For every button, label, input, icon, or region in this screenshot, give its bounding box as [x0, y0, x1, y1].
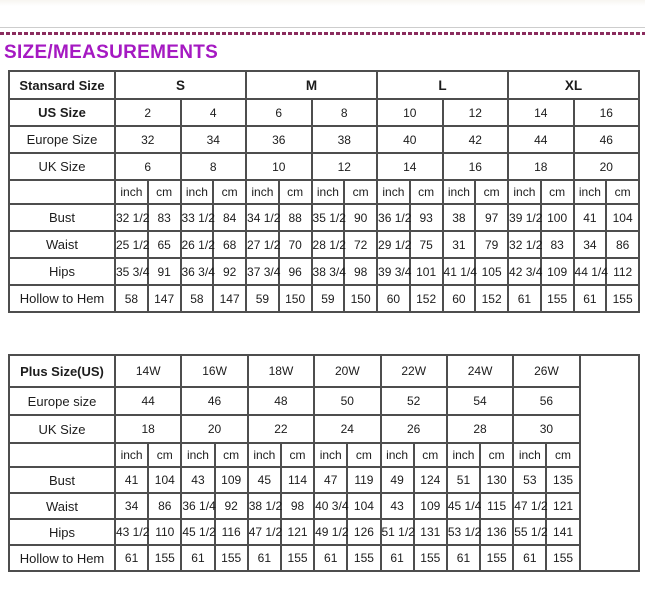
- t1-region-size-section: [9, 99, 639, 180]
- measurement-value-cell: 68: [213, 231, 246, 258]
- measurement-value-cell: 109: [414, 493, 447, 519]
- t1-measure-section: [9, 204, 639, 312]
- measurement-value-cell: 33 1/2: [181, 204, 214, 231]
- measurement-label: Hollow to Hem: [9, 285, 115, 312]
- size-value-cell: 6: [115, 153, 181, 180]
- dashed-divider: [0, 32, 645, 35]
- measurement-value-cell: 100: [541, 204, 574, 231]
- empty-cell: [580, 415, 639, 443]
- size-value-cell: 22: [248, 415, 314, 443]
- measurement-label: Hollow to Hem: [9, 545, 115, 571]
- region-size-row: [9, 99, 639, 126]
- measurement-value-cell: 51: [447, 467, 480, 493]
- measurement-value-cell: 53: [513, 467, 546, 493]
- size-group-cell: 26W: [513, 355, 579, 387]
- unit-cell: inch: [574, 180, 607, 204]
- measurement-value-cell: 44 1/4: [574, 258, 607, 285]
- measurement-value-cell: 39 3/4: [377, 258, 410, 285]
- t2-unit-section: [9, 443, 639, 467]
- measurement-value-cell: 36 1/4: [181, 493, 214, 519]
- measurement-value-cell: 55 1/2: [513, 519, 546, 545]
- empty-cell: [580, 519, 639, 545]
- measurement-value-cell: 43 1/2: [115, 519, 148, 545]
- measurement-value-cell: 45 1/4: [447, 493, 480, 519]
- measurement-value-cell: 59: [312, 285, 345, 312]
- measurement-value-cell: 61: [513, 545, 546, 571]
- size-value-cell: 48: [248, 387, 314, 415]
- size-group-cell: 14W: [115, 355, 181, 387]
- measurement-value-cell: 147: [148, 285, 181, 312]
- standard-size-table: [8, 70, 640, 313]
- size-value-cell: 40: [377, 126, 443, 153]
- size-value-cell: 46: [574, 126, 640, 153]
- unit-cell: inch: [115, 443, 148, 467]
- measurement-value-cell: 88: [279, 204, 312, 231]
- size-value-cell: 34: [181, 126, 247, 153]
- measurement-value-cell: 61: [181, 545, 214, 571]
- measurement-value-cell: 155: [347, 545, 380, 571]
- t1-unit-section: [9, 180, 639, 204]
- measurement-value-cell: 41: [115, 467, 148, 493]
- region-size-label: Europe size: [9, 387, 115, 415]
- unit-cell: inch: [381, 443, 414, 467]
- size-value-cell: 6: [246, 99, 312, 126]
- measurement-value-cell: 61: [381, 545, 414, 571]
- unit-cell: cm: [148, 443, 181, 467]
- measurement-value-cell: 150: [344, 285, 377, 312]
- empty-cell: [580, 545, 639, 571]
- unit-cell: inch: [181, 180, 214, 204]
- measurement-value-cell: 152: [410, 285, 443, 312]
- unit-row: [9, 180, 639, 204]
- measurement-value-cell: 58: [181, 285, 214, 312]
- size-value-cell: 18: [115, 415, 181, 443]
- measurement-value-cell: 116: [215, 519, 248, 545]
- size-group-cell: 20W: [314, 355, 380, 387]
- unit-cell: inch: [447, 443, 480, 467]
- size-group-cell: XL: [508, 71, 639, 99]
- measurement-value-cell: 27 1/2: [246, 231, 279, 258]
- size-value-cell: 30: [513, 415, 579, 443]
- unit-cell: cm: [215, 443, 248, 467]
- size-value-cell: 28: [447, 415, 513, 443]
- measurement-value-cell: 60: [443, 285, 476, 312]
- measurement-value-cell: 36 3/4: [181, 258, 214, 285]
- measurement-row: [9, 258, 639, 285]
- measurement-row: [9, 231, 639, 258]
- measurement-value-cell: 49: [381, 467, 414, 493]
- measurement-value-cell: 104: [606, 204, 639, 231]
- unit-cell: inch: [513, 443, 546, 467]
- measurement-value-cell: 86: [148, 493, 181, 519]
- plus-size-header-cell: Plus Size(US): [9, 355, 115, 387]
- unit-cell: cm: [546, 443, 579, 467]
- measurement-value-cell: 83: [541, 231, 574, 258]
- empty-cell: [580, 467, 639, 493]
- page-title: SIZE/MEASUREMENTS: [4, 42, 219, 63]
- measurement-value-cell: 42 3/4: [508, 258, 541, 285]
- measurement-value-cell: 121: [546, 493, 579, 519]
- measurement-label: Bust: [9, 467, 115, 493]
- measurement-value-cell: 53 1/2: [447, 519, 480, 545]
- measurement-value-cell: 31: [443, 231, 476, 258]
- measurement-value-cell: 47 1/2: [248, 519, 281, 545]
- measurement-value-cell: 65: [148, 231, 181, 258]
- region-size-label: UK Size: [9, 415, 115, 443]
- standard-size-header-cell: Stansard Size: [9, 71, 115, 99]
- measurement-label: Hips: [9, 258, 115, 285]
- size-value-cell: 16: [574, 99, 640, 126]
- measurement-value-cell: 37 3/4: [246, 258, 279, 285]
- measurement-label: Bust: [9, 204, 115, 231]
- measurement-value-cell: 34: [115, 493, 148, 519]
- measurement-value-cell: 92: [215, 493, 248, 519]
- unit-cell: cm: [410, 180, 443, 204]
- measurement-value-cell: 26 1/2: [181, 231, 214, 258]
- measurement-value-cell: 40 3/4: [314, 493, 347, 519]
- measurement-value-cell: 96: [279, 258, 312, 285]
- measurement-value-cell: 47 1/2: [513, 493, 546, 519]
- divider-hairline: [0, 27, 645, 28]
- measurement-value-cell: 39 1/2: [508, 204, 541, 231]
- unit-cell: cm: [475, 180, 508, 204]
- t2-size-group-section: [9, 355, 639, 387]
- measurement-row: [9, 493, 639, 519]
- size-value-cell: 18: [508, 153, 574, 180]
- unit-cell: inch: [248, 443, 281, 467]
- t1-size-group-section: [9, 71, 639, 99]
- measurement-value-cell: 61: [447, 545, 480, 571]
- size-value-cell: 10: [377, 99, 443, 126]
- measurement-value-cell: 29 1/2: [377, 231, 410, 258]
- measurement-label: Waist: [9, 231, 115, 258]
- size-value-cell: 14: [508, 99, 574, 126]
- measurement-row: [9, 204, 639, 231]
- size-value-cell: 8: [312, 99, 378, 126]
- measurement-value-cell: 98: [344, 258, 377, 285]
- region-size-row: [9, 153, 639, 180]
- size-value-cell: 4: [181, 99, 247, 126]
- size-value-cell: 44: [508, 126, 574, 153]
- t2-measure-section: [9, 467, 639, 571]
- measurement-value-cell: 136: [480, 519, 513, 545]
- measurement-value-cell: 79: [475, 231, 508, 258]
- size-value-cell: 32: [115, 126, 181, 153]
- size-group-cell: 18W: [248, 355, 314, 387]
- size-value-cell: 2: [115, 99, 181, 126]
- size-value-cell: 12: [443, 99, 509, 126]
- empty-cell: [580, 443, 639, 467]
- size-group-cell: 16W: [181, 355, 247, 387]
- size-value-cell: 44: [115, 387, 181, 415]
- measurement-value-cell: 59: [246, 285, 279, 312]
- measurement-value-cell: 41 1/4: [443, 258, 476, 285]
- size-group-cell: L: [377, 71, 508, 99]
- measurement-value-cell: 147: [213, 285, 246, 312]
- measurement-value-cell: 110: [148, 519, 181, 545]
- size-group-row: [9, 355, 639, 387]
- measurement-value-cell: 121: [281, 519, 314, 545]
- measurement-value-cell: 84: [213, 204, 246, 231]
- size-value-cell: 8: [181, 153, 247, 180]
- measurement-value-cell: 93: [410, 204, 443, 231]
- measurement-value-cell: 109: [541, 258, 574, 285]
- cropped-top-artifact: [0, 0, 645, 6]
- measurement-value-cell: 97: [475, 204, 508, 231]
- measurement-value-cell: 25 1/2: [115, 231, 148, 258]
- size-value-cell: 12: [312, 153, 378, 180]
- size-group-cell: M: [246, 71, 377, 99]
- region-size-row: [9, 126, 639, 153]
- measurement-value-cell: 38 3/4: [312, 258, 345, 285]
- measurement-value-cell: 35 1/2: [312, 204, 345, 231]
- measurement-value-cell: 45 1/2: [181, 519, 214, 545]
- measurement-value-cell: 155: [281, 545, 314, 571]
- unit-cell: inch: [508, 180, 541, 204]
- measurement-value-cell: 109: [215, 467, 248, 493]
- measurement-value-cell: 92: [213, 258, 246, 285]
- measurement-value-cell: 43: [181, 467, 214, 493]
- measurement-value-cell: 155: [546, 545, 579, 571]
- measurement-value-cell: 34 1/2: [246, 204, 279, 231]
- measurement-value-cell: 28 1/2: [312, 231, 345, 258]
- empty-cell: [580, 355, 639, 387]
- measurement-value-cell: 72: [344, 231, 377, 258]
- measurement-value-cell: 83: [148, 204, 181, 231]
- measurement-value-cell: 51 1/2: [381, 519, 414, 545]
- unit-cell: inch: [443, 180, 476, 204]
- size-group-row: [9, 71, 639, 99]
- measurement-value-cell: 119: [347, 467, 380, 493]
- measurement-value-cell: 58: [115, 285, 148, 312]
- unit-cell: cm: [279, 180, 312, 204]
- measurement-value-cell: 104: [148, 467, 181, 493]
- unit-row-empty-cell: [9, 443, 115, 467]
- measurement-value-cell: 114: [281, 467, 314, 493]
- unit-row: [9, 443, 639, 467]
- unit-cell: inch: [377, 180, 410, 204]
- size-value-cell: 50: [314, 387, 380, 415]
- measurement-value-cell: 135: [546, 467, 579, 493]
- region-size-row: [9, 387, 639, 415]
- measurement-value-cell: 75: [410, 231, 443, 258]
- measurement-label: Waist: [9, 493, 115, 519]
- unit-cell: cm: [480, 443, 513, 467]
- size-value-cell: 36: [246, 126, 312, 153]
- measurement-label: Hips: [9, 519, 115, 545]
- measurement-value-cell: 61: [508, 285, 541, 312]
- unit-cell: cm: [281, 443, 314, 467]
- plus-size-table: [8, 354, 640, 572]
- measurement-value-cell: 126: [347, 519, 380, 545]
- measurement-value-cell: 155: [480, 545, 513, 571]
- size-value-cell: 38: [312, 126, 378, 153]
- measurement-value-cell: 43: [381, 493, 414, 519]
- measurement-value-cell: 41: [574, 204, 607, 231]
- size-group-cell: S: [115, 71, 246, 99]
- size-group-cell: 22W: [381, 355, 447, 387]
- measurement-value-cell: 32 1/2: [115, 204, 148, 231]
- size-value-cell: 54: [447, 387, 513, 415]
- unit-cell: cm: [414, 443, 447, 467]
- measurement-value-cell: 150: [279, 285, 312, 312]
- measurement-row: [9, 467, 639, 493]
- unit-cell: cm: [541, 180, 574, 204]
- empty-cell: [580, 387, 639, 415]
- measurement-value-cell: 115: [480, 493, 513, 519]
- measurement-value-cell: 35 3/4: [115, 258, 148, 285]
- measurement-value-cell: 34: [574, 231, 607, 258]
- measurement-value-cell: 152: [475, 285, 508, 312]
- measurement-value-cell: 61: [314, 545, 347, 571]
- unit-cell: cm: [606, 180, 639, 204]
- size-value-cell: 20: [574, 153, 640, 180]
- unit-cell: cm: [148, 180, 181, 204]
- measurement-value-cell: 104: [347, 493, 380, 519]
- measurement-row: [9, 545, 639, 571]
- measurement-value-cell: 155: [541, 285, 574, 312]
- size-value-cell: 20: [181, 415, 247, 443]
- measurement-value-cell: 130: [480, 467, 513, 493]
- measurement-value-cell: 101: [410, 258, 443, 285]
- measurement-value-cell: 105: [475, 258, 508, 285]
- unit-cell: cm: [213, 180, 246, 204]
- unit-cell: inch: [312, 180, 345, 204]
- measurement-value-cell: 155: [606, 285, 639, 312]
- size-value-cell: 24: [314, 415, 380, 443]
- measurement-value-cell: 61: [574, 285, 607, 312]
- measurement-value-cell: 47: [314, 467, 347, 493]
- empty-cell: [580, 493, 639, 519]
- measurement-value-cell: 155: [414, 545, 447, 571]
- unit-cell: inch: [246, 180, 279, 204]
- unit-cell: cm: [344, 180, 377, 204]
- region-size-label: UK Size: [9, 153, 115, 180]
- measurement-row: [9, 285, 639, 312]
- measurement-value-cell: 60: [377, 285, 410, 312]
- measurement-value-cell: 32 1/2: [508, 231, 541, 258]
- measurement-value-cell: 155: [148, 545, 181, 571]
- measurement-value-cell: 70: [279, 231, 312, 258]
- region-size-label: US Size: [9, 99, 115, 126]
- measurement-value-cell: 36 1/2: [377, 204, 410, 231]
- size-value-cell: 46: [181, 387, 247, 415]
- measurement-value-cell: 90: [344, 204, 377, 231]
- measurement-value-cell: 61: [248, 545, 281, 571]
- measurement-value-cell: 155: [215, 545, 248, 571]
- measurement-value-cell: 141: [546, 519, 579, 545]
- size-value-cell: 16: [443, 153, 509, 180]
- measurement-value-cell: 38 1/2: [248, 493, 281, 519]
- unit-cell: inch: [181, 443, 214, 467]
- t2-region-size-section: [9, 387, 639, 443]
- measurement-row: [9, 519, 639, 545]
- size-value-cell: 26: [381, 415, 447, 443]
- measurement-value-cell: 112: [606, 258, 639, 285]
- measurement-value-cell: 98: [281, 493, 314, 519]
- size-group-cell: 24W: [447, 355, 513, 387]
- measurement-value-cell: 38: [443, 204, 476, 231]
- size-value-cell: 42: [443, 126, 509, 153]
- measurement-value-cell: 86: [606, 231, 639, 258]
- unit-cell: inch: [314, 443, 347, 467]
- size-value-cell: 10: [246, 153, 312, 180]
- region-size-label: Europe Size: [9, 126, 115, 153]
- size-value-cell: 14: [377, 153, 443, 180]
- unit-cell: cm: [347, 443, 380, 467]
- region-size-row: [9, 415, 639, 443]
- measurement-value-cell: 45: [248, 467, 281, 493]
- measurement-value-cell: 61: [115, 545, 148, 571]
- unit-row-empty-cell: [9, 180, 115, 204]
- measurement-value-cell: 49 1/2: [314, 519, 347, 545]
- measurement-value-cell: 124: [414, 467, 447, 493]
- measurement-value-cell: 131: [414, 519, 447, 545]
- unit-cell: inch: [115, 180, 148, 204]
- size-value-cell: 56: [513, 387, 579, 415]
- measurement-value-cell: 91: [148, 258, 181, 285]
- size-value-cell: 52: [381, 387, 447, 415]
